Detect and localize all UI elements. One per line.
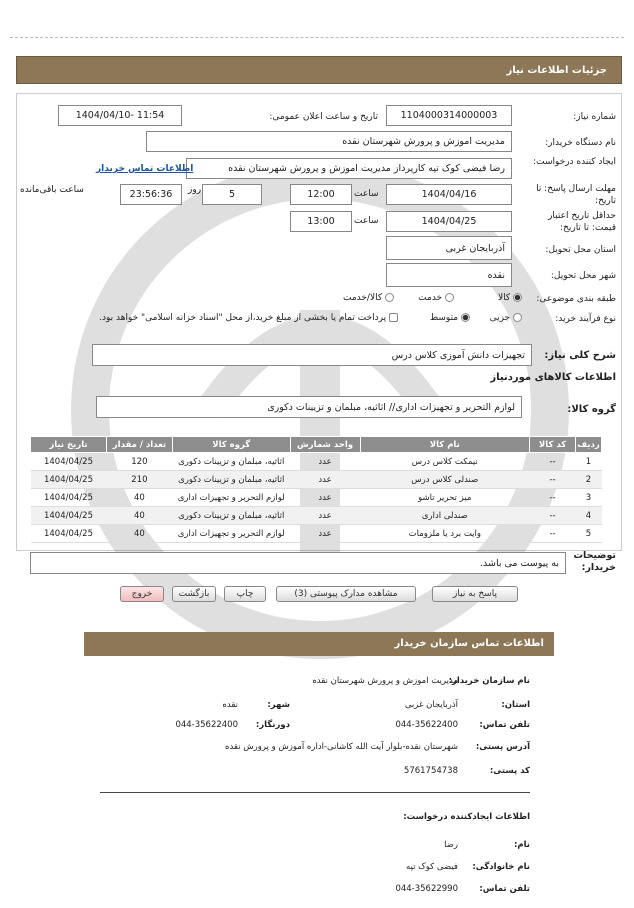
- cell-group: لوازم التحریر و تجهیزات اداری: [172, 525, 290, 543]
- contact-city-value: نقده: [222, 700, 238, 710]
- creator-first-name-label: نام:: [513, 840, 530, 850]
- buyer-org-label: نام دستگاه خریدار:: [545, 138, 616, 148]
- cell-unit: عدد: [290, 507, 360, 525]
- cell-quantity: 120: [106, 453, 172, 471]
- contact-title: اطلاعات تماس سازمان خریدار: [394, 638, 544, 649]
- contact-org-label: نام سازمان خریدار:: [448, 676, 530, 686]
- col-group: گروه کالا: [172, 437, 290, 453]
- col-item-name: نام کالا: [360, 437, 530, 453]
- cell-row-number: 2: [576, 471, 602, 489]
- cell-unit: عدد: [290, 453, 360, 471]
- contact-divider: [100, 792, 530, 793]
- table-row: [31, 507, 602, 525]
- contact-address-value: شهرستان نقده-بلوار آیت الله کاشانی-اداره آموزش و پرورش نقده: [225, 742, 458, 752]
- contact-province-value: آذربایجان غربی: [404, 700, 458, 710]
- cell-need-date: 1404/04/25: [31, 507, 107, 525]
- creator-phone-value: 044-35622990: [395, 884, 458, 894]
- cell-quantity: 40: [106, 525, 172, 543]
- days-field: 5: [202, 184, 262, 205]
- cell-need-date: 1404/04/25: [31, 489, 107, 507]
- cell-item-code: --: [530, 525, 576, 543]
- creator-first-name-value: رضا: [444, 840, 458, 850]
- contact-org-value: مدیریت اموزش و پرورش شهرستان نقده: [312, 676, 458, 686]
- cell-item-code: --: [530, 507, 576, 525]
- contact-fax-label: دورنگار:: [255, 720, 290, 730]
- cell-group: اثاثیه، مبلمان و تزیینات دکوری: [172, 471, 290, 489]
- cell-row-number: 3: [576, 489, 602, 507]
- deadline-date-field: 1404/04/16: [386, 184, 512, 205]
- creator-last-name-label: نام خانوادگی:: [472, 862, 530, 872]
- print-button[interactable]: چاپ: [224, 586, 266, 602]
- cell-quantity: 40: [106, 489, 172, 507]
- cell-item-code: --: [530, 471, 576, 489]
- goods-info-title: اطلاعات کالاهای موردنیاز: [490, 372, 616, 383]
- col-row-number: ردیف: [576, 437, 602, 453]
- contact-postal-label: کد پستی:: [489, 766, 530, 776]
- radio-selected-icon: [513, 293, 522, 302]
- category-label: طبقه بندی موضوعی:: [536, 294, 616, 304]
- cell-need-date: 1404/04/25: [31, 453, 107, 471]
- city-field: نقده: [386, 263, 512, 287]
- city-label: شهر محل تحویل:: [550, 271, 616, 281]
- cell-unit: عدد: [290, 489, 360, 507]
- process-label: نوع فرآیند خرید:: [555, 314, 616, 324]
- reply-button[interactable]: پاسخ به نیاز: [432, 586, 518, 602]
- details-header: [16, 56, 622, 84]
- cell-unit: عدد: [290, 471, 360, 489]
- cell-item-code: --: [530, 453, 576, 471]
- payment-checkbox[interactable]: پرداخت تمام یا بخشی از مبلغ خرید،از محل "اسناد خزانه اسلامی" خواهد بود.: [99, 313, 398, 323]
- goods-group-field: لوازم التحریر و تجهیزات اداری// اثاثیه، مبلمان و تزیینات دکوری: [96, 396, 522, 418]
- cell-unit: عدد: [290, 525, 360, 543]
- category-option-both[interactable]: کالا/خدمت: [343, 293, 394, 303]
- validity-time-label: ساعت: [354, 216, 379, 226]
- cell-group: اثاثیه، مبلمان و تزیینات دکوری: [172, 507, 290, 525]
- need-number-label: شماره نیاز:: [573, 112, 616, 122]
- contact-fax-value: 044-35622400: [175, 720, 238, 730]
- deadline-time-label: ساعت: [354, 189, 379, 199]
- cell-group: لوازم التحریر و تجهیزات اداری: [172, 489, 290, 507]
- col-quantity: تعداد / مقدار: [106, 437, 172, 453]
- summary-label: شرح کلی نیاز:: [544, 350, 616, 361]
- validity-label: حداقل تاریخ اعتبار قیمت: تا تاریخ:: [548, 211, 616, 233]
- buyer-contact-link[interactable]: اطلاعات تماس خریدار: [96, 164, 194, 174]
- announce-label: تاریخ و ساعت اعلان عمومی:: [269, 112, 378, 122]
- col-need-date: تاریخ نیاز: [31, 437, 107, 453]
- back-button[interactable]: بازگشت: [172, 586, 216, 602]
- need-number-field: 1104000314000003: [386, 105, 512, 126]
- creator-info-title: اطلاعات ایجادکننده درخواست:: [403, 812, 530, 822]
- cell-item-name: صندلی کلاس درس: [360, 471, 530, 489]
- cell-quantity: 210: [106, 471, 172, 489]
- contact-province-label: استان:: [501, 700, 530, 710]
- radio-icon: [445, 293, 454, 302]
- deadline-time-field: 12:00: [290, 184, 352, 205]
- radio-icon: [513, 313, 522, 322]
- cell-group: اثاثیه، مبلمان و تزیینات دکوری: [172, 453, 290, 471]
- validity-time-field: 13:00: [290, 211, 352, 232]
- goods-group-label: گروه کالا:: [567, 404, 616, 415]
- exit-button[interactable]: خروج: [120, 586, 164, 602]
- radio-selected-icon: [461, 313, 470, 322]
- cell-need-date: 1404/04/25: [31, 471, 107, 489]
- buyer-org-field: مدیریت اموزش و پرورش شهرستان نقده: [146, 131, 512, 152]
- category-option-goods[interactable]: کالا: [498, 293, 522, 303]
- goods-table: [30, 436, 602, 543]
- contact-header: [84, 632, 554, 656]
- cell-item-name: صندلی اداری: [360, 507, 530, 525]
- creator-last-name-value: فیضی کوک تپه: [405, 862, 458, 872]
- table-header-row: [31, 437, 602, 453]
- contact-city-label: شهر:: [267, 700, 290, 710]
- summary-field: تجهیزات دانش آموزی کلاس درس: [92, 344, 532, 366]
- notes-label: توضیحات خریدار:: [573, 550, 616, 573]
- day-label: روز: [188, 185, 202, 195]
- cell-row-number: 1: [576, 453, 602, 471]
- creator-label: ایجاد کننده درخواست:: [533, 157, 616, 167]
- cell-item-code: --: [530, 489, 576, 507]
- contact-phone-label: تلفن تماس:: [479, 720, 530, 730]
- creator-field: رضا فیضی کوک تپه کارپرداز مدیریت اموزش و پرورش شهرستان نقده: [186, 158, 512, 179]
- validity-date-field: 1404/04/25: [386, 211, 512, 232]
- details-title: جزئیات اطلاعات نیاز: [506, 65, 607, 76]
- category-option-service[interactable]: خدمت: [418, 293, 454, 303]
- table-row: [31, 489, 602, 507]
- table-row: [31, 525, 602, 543]
- deadline-label: مهلت ارسال پاسخ: تا تاریخ:: [536, 184, 616, 206]
- cell-quantity: 40: [106, 507, 172, 525]
- cell-need-date: 1404/04/25: [31, 525, 107, 543]
- col-unit: واحد شمارش: [290, 437, 360, 453]
- province-label: استان محل تحویل:: [545, 245, 616, 255]
- cell-item-name: وایت برد یا ملزومات: [360, 525, 530, 543]
- col-item-code: کد کالا: [530, 437, 576, 453]
- cell-row-number: 4: [576, 507, 602, 525]
- process-option-medium[interactable]: متوسط: [430, 313, 470, 323]
- notes-field: به پیوست می باشد.: [30, 552, 566, 574]
- cell-row-number: 5: [576, 525, 602, 543]
- contact-address-label: آدرس پستی:: [475, 742, 530, 752]
- contact-postal-value: 5761754738: [403, 766, 458, 776]
- top-divider: [10, 37, 624, 38]
- contact-phone-value: 044-35622400: [395, 720, 458, 730]
- province-field: آذربایجان غربی: [386, 236, 512, 260]
- process-option-minor[interactable]: جزیی: [490, 313, 522, 323]
- creator-phone-label: تلفن تماس:: [479, 884, 530, 894]
- checkbox-icon: [389, 313, 398, 322]
- table-row: [31, 453, 602, 471]
- attachments-button[interactable]: مشاهده مدارک پیوستی (3): [276, 586, 416, 602]
- radio-icon: [385, 293, 394, 302]
- cell-item-name: میز تحریر تاشو: [360, 489, 530, 507]
- remaining-time-field: 23:56:36: [120, 184, 182, 205]
- cell-item-name: نیمکت کلاس درس: [360, 453, 530, 471]
- table-row: [31, 471, 602, 489]
- remaining-label: ساعت باقی‌مانده: [20, 185, 84, 195]
- announce-field: 1404/04/10- 11:54: [58, 105, 182, 126]
